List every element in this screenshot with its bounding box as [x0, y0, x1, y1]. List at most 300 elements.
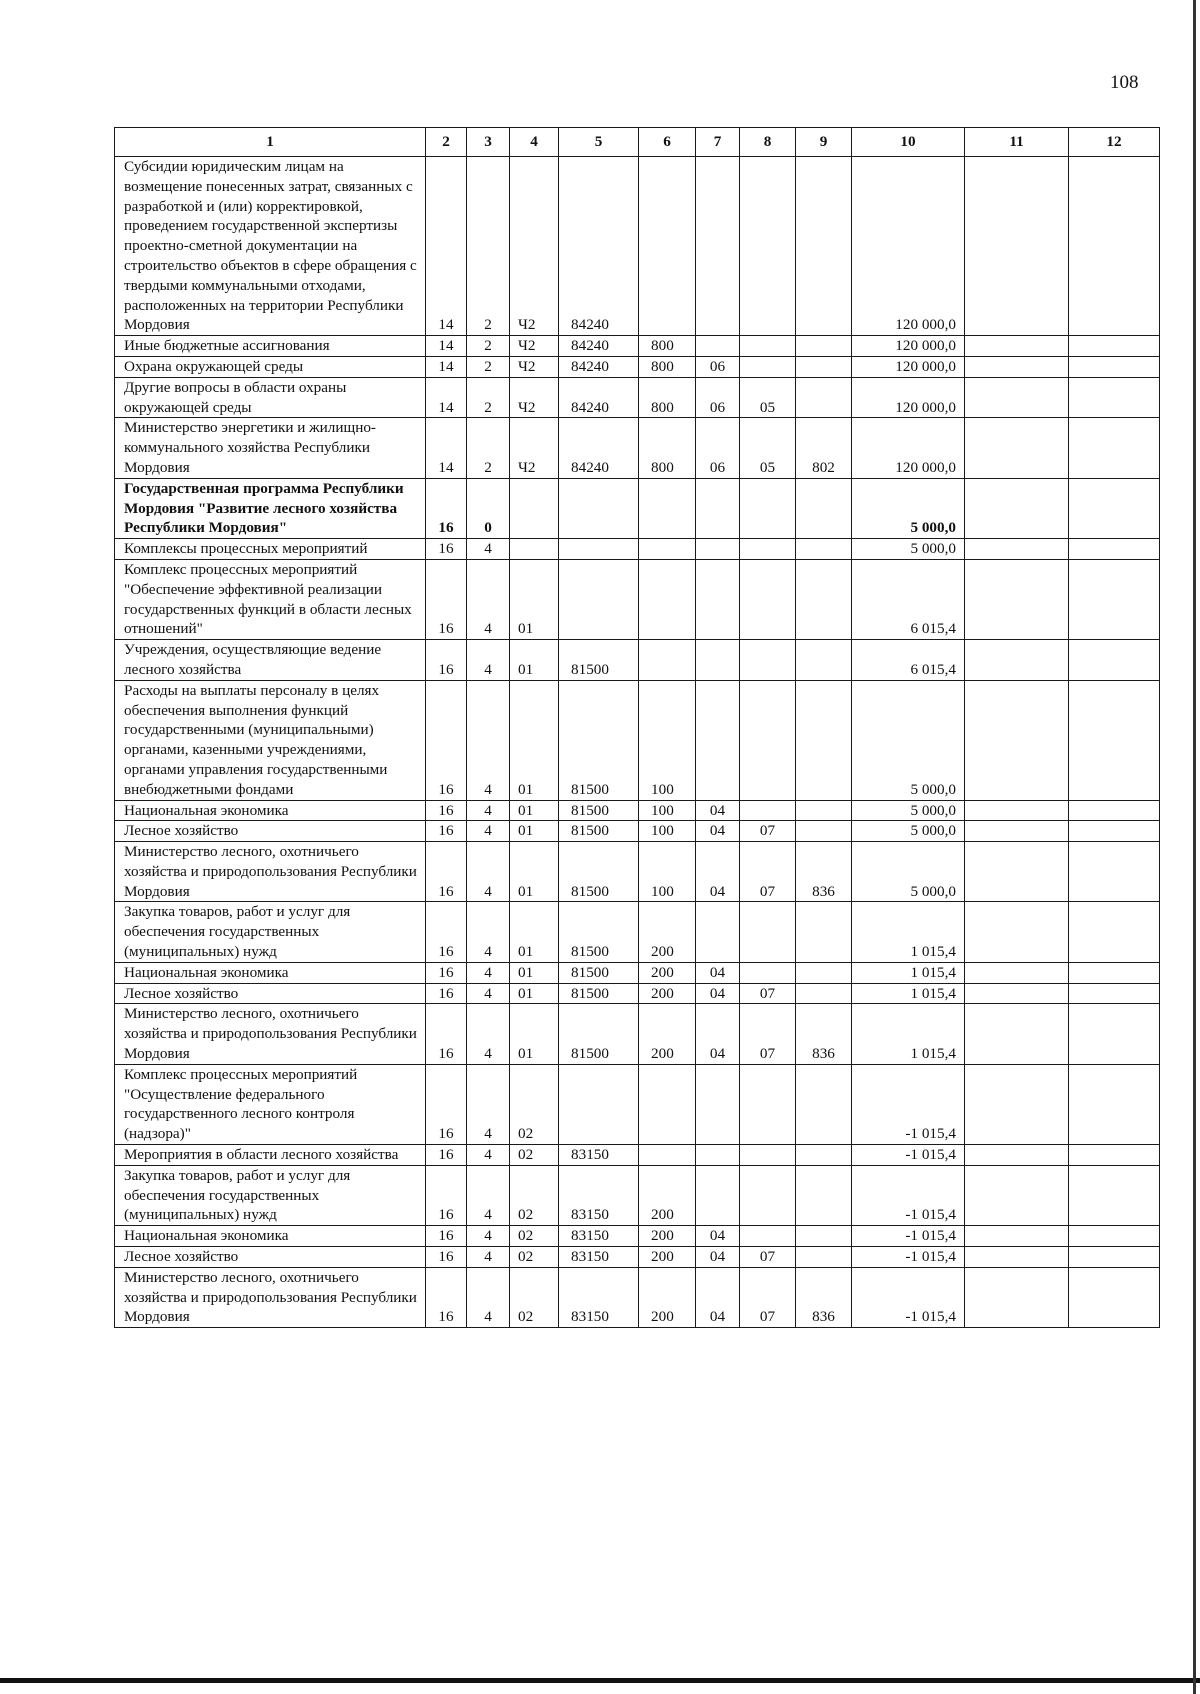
cell-c3: 2 — [467, 377, 510, 418]
cell-c3: 2 — [467, 336, 510, 357]
cell-c2: 16 — [426, 1226, 467, 1247]
col-header: 6 — [639, 128, 696, 157]
cell-c2: 16 — [426, 842, 467, 902]
cell-c11 — [965, 1004, 1069, 1064]
cell-c10: 5 000,0 — [852, 842, 965, 902]
cell-c7: 04 — [696, 1247, 740, 1268]
cell-c3: 4 — [467, 640, 510, 681]
cell-c2: 16 — [426, 1064, 467, 1144]
cell-c6: 200 — [639, 1004, 696, 1064]
budget-table — [114, 127, 1160, 1328]
cell-c4: 02 — [510, 1064, 559, 1144]
cell-c9 — [796, 640, 852, 681]
cell-c6: 200 — [639, 1165, 696, 1225]
cell-c6: 200 — [639, 902, 696, 962]
header-row — [115, 128, 1160, 157]
cell-c4: 01 — [510, 821, 559, 842]
table-row — [115, 1226, 1160, 1247]
cell-c2: 16 — [426, 1165, 467, 1225]
cell-c6: 800 — [639, 336, 696, 357]
cell-c9 — [796, 962, 852, 983]
cell-c12 — [1069, 539, 1160, 560]
cell-c10: 5 000,0 — [852, 539, 965, 560]
page-number: 108 — [1110, 72, 1139, 93]
cell-c5: 83150 — [559, 1247, 639, 1268]
cell-c9 — [796, 539, 852, 560]
cell-c3: 4 — [467, 680, 510, 800]
row-name: Комплекс процессных мероприятий "Обеспечение эффективной реализации государственных функций в области лесных отношений" — [115, 559, 426, 639]
cell-c6: 800 — [639, 418, 696, 478]
cell-c7 — [696, 559, 740, 639]
cell-c9 — [796, 1064, 852, 1144]
cell-c7 — [696, 1064, 740, 1144]
col-header: 4 — [510, 128, 559, 157]
cell-c12 — [1069, 1064, 1160, 1144]
cell-c8: 07 — [740, 1247, 796, 1268]
row-name: Закупка товаров, работ и услуг для обеспечения государственных (муниципальных) нужд — [115, 1165, 426, 1225]
cell-c6 — [639, 559, 696, 639]
table-row — [115, 640, 1160, 681]
cell-c12 — [1069, 478, 1160, 538]
cell-c9 — [796, 1247, 852, 1268]
cell-c5 — [559, 559, 639, 639]
cell-c10: 120 000,0 — [852, 418, 965, 478]
cell-c8 — [740, 962, 796, 983]
cell-c10: -1 015,4 — [852, 1267, 965, 1327]
cell-c8 — [740, 478, 796, 538]
cell-c2: 16 — [426, 1145, 467, 1166]
cell-c7: 06 — [696, 418, 740, 478]
col-header: 2 — [426, 128, 467, 157]
cell-c9 — [796, 983, 852, 1004]
cell-c9 — [796, 1145, 852, 1166]
cell-c5 — [559, 1064, 639, 1144]
cell-c7 — [696, 157, 740, 336]
cell-c10: -1 015,4 — [852, 1064, 965, 1144]
cell-c8 — [740, 680, 796, 800]
row-name: Лесное хозяйство — [115, 1247, 426, 1268]
row-name: Мероприятия в области лесного хозяйства — [115, 1145, 426, 1166]
cell-c11 — [965, 418, 1069, 478]
cell-c4: Ч2 — [510, 356, 559, 377]
cell-c8 — [740, 559, 796, 639]
cell-c4: 02 — [510, 1145, 559, 1166]
cell-c5: 81500 — [559, 821, 639, 842]
cell-c10: -1 015,4 — [852, 1145, 965, 1166]
table-row — [115, 842, 1160, 902]
cell-c12 — [1069, 1165, 1160, 1225]
cell-c4: 01 — [510, 680, 559, 800]
table-row — [115, 157, 1160, 336]
cell-c7: 04 — [696, 1226, 740, 1247]
cell-c8 — [740, 1165, 796, 1225]
cell-c11 — [965, 902, 1069, 962]
cell-c8 — [740, 356, 796, 377]
cell-c7: 04 — [696, 842, 740, 902]
cell-c3: 4 — [467, 902, 510, 962]
cell-c9: 836 — [796, 842, 852, 902]
cell-c10: -1 015,4 — [852, 1226, 965, 1247]
col-header: 1 — [115, 128, 426, 157]
table-row — [115, 1165, 1160, 1225]
cell-c9 — [796, 478, 852, 538]
cell-c7 — [696, 1165, 740, 1225]
cell-c12 — [1069, 800, 1160, 821]
cell-c7: 04 — [696, 821, 740, 842]
cell-c8 — [740, 1226, 796, 1247]
cell-c6: 200 — [639, 962, 696, 983]
cell-c3: 4 — [467, 1165, 510, 1225]
cell-c4: 01 — [510, 640, 559, 681]
col-header: 10 — [852, 128, 965, 157]
table-row — [115, 377, 1160, 418]
cell-c12 — [1069, 640, 1160, 681]
cell-c9: 836 — [796, 1267, 852, 1327]
cell-c4 — [510, 539, 559, 560]
cell-c5: 84240 — [559, 377, 639, 418]
cell-c6 — [639, 1145, 696, 1166]
cell-c3: 4 — [467, 1267, 510, 1327]
cell-c2: 16 — [426, 800, 467, 821]
cell-c11 — [965, 1145, 1069, 1166]
cell-c12 — [1069, 1145, 1160, 1166]
cell-c10: 5 000,0 — [852, 821, 965, 842]
cell-c5: 81500 — [559, 800, 639, 821]
cell-c11 — [965, 377, 1069, 418]
cell-c6: 100 — [639, 800, 696, 821]
row-name: Национальная экономика — [115, 962, 426, 983]
table-row — [115, 418, 1160, 478]
cell-c4: 01 — [510, 962, 559, 983]
cell-c6 — [639, 1064, 696, 1144]
cell-c7: 04 — [696, 800, 740, 821]
cell-c3: 4 — [467, 800, 510, 821]
cell-c3: 4 — [467, 1247, 510, 1268]
table-body — [115, 157, 1160, 1328]
cell-c2: 14 — [426, 377, 467, 418]
cell-c11 — [965, 983, 1069, 1004]
row-name: Министерство лесного, охотничьего хозяйства и природопользования Республики Мордовия — [115, 1267, 426, 1327]
cell-c5: 81500 — [559, 962, 639, 983]
row-name: Лесное хозяйство — [115, 983, 426, 1004]
row-name: Государственная программа Республики Мордовия "Развитие лесного хозяйства Республики Мордовия" — [115, 478, 426, 538]
table-row — [115, 539, 1160, 560]
cell-c2: 16 — [426, 902, 467, 962]
cell-c12 — [1069, 356, 1160, 377]
cell-c12 — [1069, 821, 1160, 842]
cell-c9 — [796, 680, 852, 800]
cell-c9 — [796, 377, 852, 418]
cell-c2: 16 — [426, 559, 467, 639]
cell-c4: Ч2 — [510, 377, 559, 418]
cell-c12 — [1069, 680, 1160, 800]
cell-c12 — [1069, 418, 1160, 478]
cell-c5: 83150 — [559, 1226, 639, 1247]
cell-c10: 120 000,0 — [852, 336, 965, 357]
col-header: 9 — [796, 128, 852, 157]
cell-c4: 01 — [510, 1004, 559, 1064]
cell-c8 — [740, 1064, 796, 1144]
row-name: Комплексы процессных мероприятий — [115, 539, 426, 560]
cell-c3: 4 — [467, 1004, 510, 1064]
cell-c6: 800 — [639, 356, 696, 377]
cell-c10: 1 015,4 — [852, 962, 965, 983]
cell-c12 — [1069, 902, 1160, 962]
cell-c6: 200 — [639, 983, 696, 1004]
cell-c5: 81500 — [559, 1004, 639, 1064]
cell-c3: 4 — [467, 1064, 510, 1144]
cell-c8: 07 — [740, 1004, 796, 1064]
cell-c10: 120 000,0 — [852, 356, 965, 377]
cell-c10: 1 015,4 — [852, 1004, 965, 1064]
row-name: Охрана окружающей среды — [115, 356, 426, 377]
cell-c6: 100 — [639, 680, 696, 800]
col-header: 3 — [467, 128, 510, 157]
cell-c2: 14 — [426, 418, 467, 478]
cell-c12 — [1069, 559, 1160, 639]
row-name: Лесное хозяйство — [115, 821, 426, 842]
table-row — [115, 336, 1160, 357]
cell-c9 — [796, 1165, 852, 1225]
cell-c5: 81500 — [559, 902, 639, 962]
cell-c4 — [510, 478, 559, 538]
cell-c5: 84240 — [559, 356, 639, 377]
cell-c3: 2 — [467, 418, 510, 478]
cell-c2: 16 — [426, 1267, 467, 1327]
cell-c11 — [965, 1267, 1069, 1327]
cell-c12 — [1069, 962, 1160, 983]
scan-edge-right — [1193, 0, 1196, 1694]
cell-c2: 16 — [426, 478, 467, 538]
cell-c4: 01 — [510, 902, 559, 962]
cell-c8 — [740, 539, 796, 560]
cell-c7 — [696, 539, 740, 560]
cell-c8: 07 — [740, 983, 796, 1004]
cell-c9 — [796, 800, 852, 821]
cell-c12 — [1069, 1267, 1160, 1327]
cell-c10: 5 000,0 — [852, 680, 965, 800]
cell-c7 — [696, 1145, 740, 1166]
cell-c9 — [796, 356, 852, 377]
cell-c8: 07 — [740, 1267, 796, 1327]
table-row — [115, 962, 1160, 983]
cell-c12 — [1069, 983, 1160, 1004]
table-row — [115, 821, 1160, 842]
table-row — [115, 1267, 1160, 1327]
cell-c3: 2 — [467, 157, 510, 336]
cell-c5: 81500 — [559, 842, 639, 902]
cell-c12 — [1069, 842, 1160, 902]
cell-c3: 0 — [467, 478, 510, 538]
cell-c4: 01 — [510, 559, 559, 639]
cell-c2: 16 — [426, 983, 467, 1004]
cell-c7 — [696, 902, 740, 962]
cell-c10: 5 000,0 — [852, 478, 965, 538]
cell-c10: 6 015,4 — [852, 640, 965, 681]
cell-c8 — [740, 157, 796, 336]
cell-c2: 14 — [426, 336, 467, 357]
cell-c2: 16 — [426, 640, 467, 681]
cell-c11 — [965, 539, 1069, 560]
cell-c9 — [796, 902, 852, 962]
cell-c5: 81500 — [559, 640, 639, 681]
cell-c9 — [796, 559, 852, 639]
cell-c10: 120 000,0 — [852, 377, 965, 418]
row-name: Министерство лесного, охотничьего хозяйства и природопользования Республики Мордовия — [115, 842, 426, 902]
col-header: 7 — [696, 128, 740, 157]
cell-c6: 100 — [639, 821, 696, 842]
cell-c5: 84240 — [559, 336, 639, 357]
cell-c5 — [559, 478, 639, 538]
cell-c8 — [740, 1145, 796, 1166]
row-name: Комплекс процессных мероприятий "Осуществление федерального государственного лесного контроля (надзора)" — [115, 1064, 426, 1144]
cell-c4: 01 — [510, 842, 559, 902]
cell-c9 — [796, 157, 852, 336]
table-row — [115, 1064, 1160, 1144]
cell-c7: 04 — [696, 983, 740, 1004]
cell-c2: 16 — [426, 962, 467, 983]
cell-c10: 5 000,0 — [852, 800, 965, 821]
cell-c4: 02 — [510, 1247, 559, 1268]
cell-c7 — [696, 336, 740, 357]
table-row — [115, 1145, 1160, 1166]
table-row — [115, 902, 1160, 962]
cell-c8: 07 — [740, 821, 796, 842]
cell-c8: 07 — [740, 842, 796, 902]
cell-c12 — [1069, 1247, 1160, 1268]
row-name: Расходы на выплаты персоналу в целях обеспечения выполнения функций государственными (муниципальными) органами, казенными учреждениями, органами управления государственными внебюджетными фондами — [115, 680, 426, 800]
cell-c3: 4 — [467, 559, 510, 639]
cell-c2: 14 — [426, 356, 467, 377]
cell-c11 — [965, 800, 1069, 821]
cell-c11 — [965, 157, 1069, 336]
table-row — [115, 559, 1160, 639]
cell-c6: 100 — [639, 842, 696, 902]
cell-c5: 84240 — [559, 418, 639, 478]
cell-c11 — [965, 640, 1069, 681]
col-header: 8 — [740, 128, 796, 157]
cell-c11 — [965, 478, 1069, 538]
cell-c10: 6 015,4 — [852, 559, 965, 639]
cell-c5: 81500 — [559, 680, 639, 800]
cell-c7 — [696, 640, 740, 681]
cell-c10: -1 015,4 — [852, 1165, 965, 1225]
cell-c10: 1 015,4 — [852, 983, 965, 1004]
cell-c5: 84240 — [559, 157, 639, 336]
cell-c7: 04 — [696, 1004, 740, 1064]
cell-c5: 83150 — [559, 1165, 639, 1225]
cell-c7: 04 — [696, 962, 740, 983]
cell-c12 — [1069, 157, 1160, 336]
cell-c12 — [1069, 336, 1160, 357]
cell-c3: 2 — [467, 356, 510, 377]
col-header: 12 — [1069, 128, 1160, 157]
cell-c6 — [639, 640, 696, 681]
table-row — [115, 1004, 1160, 1064]
table-row — [115, 983, 1160, 1004]
cell-c4: 01 — [510, 983, 559, 1004]
row-name: Министерство лесного, охотничьего хозяйства и природопользования Республики Мордовия — [115, 1004, 426, 1064]
table-row — [115, 356, 1160, 377]
cell-c2: 16 — [426, 1004, 467, 1064]
cell-c4: 02 — [510, 1165, 559, 1225]
cell-c4: 02 — [510, 1267, 559, 1327]
row-name: Министерство энергетики и жилищно-коммунального хозяйства Республики Мордовия — [115, 418, 426, 478]
cell-c7: 06 — [696, 356, 740, 377]
cell-c8 — [740, 640, 796, 681]
cell-c11 — [965, 356, 1069, 377]
cell-c11 — [965, 842, 1069, 902]
cell-c11 — [965, 559, 1069, 639]
cell-c4: 01 — [510, 800, 559, 821]
scan-edge-bottom — [0, 1678, 1200, 1683]
cell-c2: 16 — [426, 1247, 467, 1268]
cell-c9 — [796, 821, 852, 842]
cell-c8 — [740, 800, 796, 821]
row-name: Другие вопросы в области охраны окружающей среды — [115, 377, 426, 418]
cell-c3: 4 — [467, 962, 510, 983]
cell-c7 — [696, 478, 740, 538]
cell-c8 — [740, 336, 796, 357]
row-name: Иные бюджетные ассигнования — [115, 336, 426, 357]
cell-c5 — [559, 539, 639, 560]
cell-c12 — [1069, 1226, 1160, 1247]
cell-c11 — [965, 1165, 1069, 1225]
cell-c3: 4 — [467, 983, 510, 1004]
cell-c10: 1 015,4 — [852, 902, 965, 962]
cell-c7: 04 — [696, 1267, 740, 1327]
cell-c6: 800 — [639, 377, 696, 418]
cell-c6 — [639, 539, 696, 560]
cell-c12 — [1069, 1004, 1160, 1064]
cell-c5: 81500 — [559, 983, 639, 1004]
cell-c8: 05 — [740, 418, 796, 478]
cell-c2: 16 — [426, 539, 467, 560]
table-row — [115, 680, 1160, 800]
cell-c4: Ч2 — [510, 418, 559, 478]
cell-c6: 200 — [639, 1247, 696, 1268]
cell-c8: 05 — [740, 377, 796, 418]
cell-c3: 4 — [467, 1145, 510, 1166]
row-name: Закупка товаров, работ и услуг для обеспечения государственных (муниципальных) нужд — [115, 902, 426, 962]
col-header: 5 — [559, 128, 639, 157]
cell-c3: 4 — [467, 539, 510, 560]
cell-c11 — [965, 1247, 1069, 1268]
cell-c11 — [965, 821, 1069, 842]
cell-c9: 836 — [796, 1004, 852, 1064]
cell-c2: 16 — [426, 821, 467, 842]
cell-c10: 120 000,0 — [852, 157, 965, 336]
cell-c2: 14 — [426, 157, 467, 336]
table-row — [115, 1247, 1160, 1268]
cell-c9 — [796, 1226, 852, 1247]
cell-c6: 200 — [639, 1267, 696, 1327]
cell-c3: 4 — [467, 1226, 510, 1247]
cell-c11 — [965, 1226, 1069, 1247]
cell-c9 — [796, 336, 852, 357]
cell-c11 — [965, 336, 1069, 357]
cell-c9: 802 — [796, 418, 852, 478]
cell-c12 — [1069, 377, 1160, 418]
row-name: Учреждения, осуществляющие ведение лесного хозяйства — [115, 640, 426, 681]
cell-c5: 83150 — [559, 1267, 639, 1327]
cell-c4: 02 — [510, 1226, 559, 1247]
cell-c4: Ч2 — [510, 157, 559, 336]
cell-c10: -1 015,4 — [852, 1247, 965, 1268]
cell-c11 — [965, 962, 1069, 983]
cell-c3: 4 — [467, 842, 510, 902]
cell-c11 — [965, 680, 1069, 800]
